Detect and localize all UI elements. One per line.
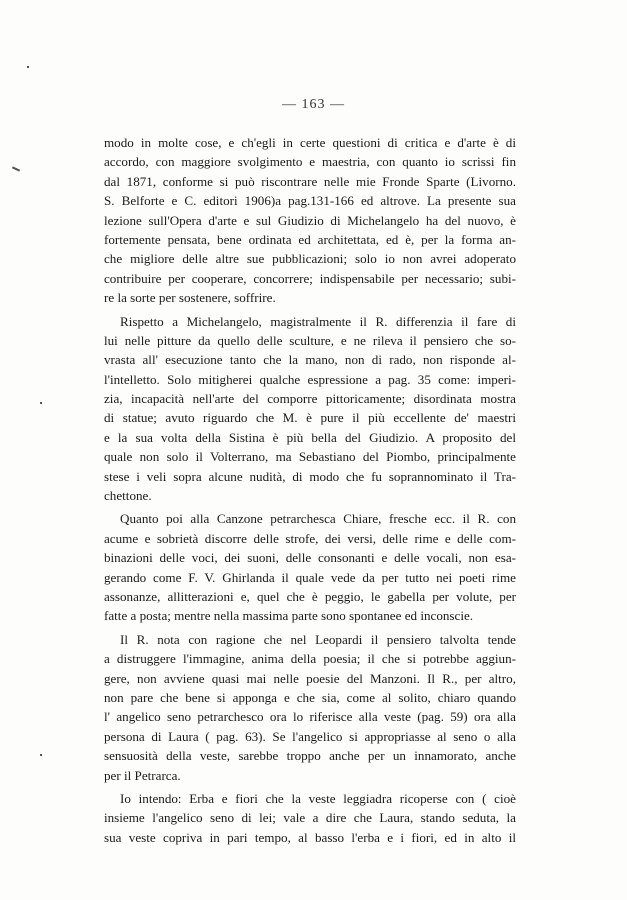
text-line: dal 1871, conforme si può riscontrare nelle mie Fronde Sparte (Livorno. bbox=[104, 173, 516, 189]
paragraph bbox=[104, 133, 516, 308]
text-line: re la sorte per sostenere, soffrire. bbox=[104, 290, 276, 306]
margin-mark bbox=[40, 402, 42, 404]
text-line: chettone. bbox=[104, 488, 152, 504]
text-line: fortemente pensata, bene ordinata ed architettata, ed è, per la forma an- bbox=[104, 231, 516, 247]
paragraph bbox=[104, 509, 516, 625]
text-line: l'intelletto. Solo mitigherei qualche espressione a pag. 35 come: imperi- bbox=[104, 371, 516, 387]
paragraph bbox=[104, 630, 516, 785]
margin-mark bbox=[27, 66, 29, 68]
text-line: a distruggere l'immagine, anima della poesia; il che si potrebbe aggiun- bbox=[104, 651, 516, 667]
text-line: fatte a posta; mentre nella massima parte sono spontanee ed inconscie. bbox=[104, 608, 474, 624]
body-text bbox=[104, 133, 516, 847]
text-line: contribuire per cooperare, concorrere; indispensabile per necessario; subi- bbox=[104, 270, 516, 286]
text-line: vrasta all' esecuzione tanto che la mano, non di rado, non risponde al- bbox=[104, 352, 516, 368]
text-line: Il R. nota con ragione che nel Leopardi il pensiero talvolta tende bbox=[120, 631, 516, 647]
text-line: Io intendo: Erba e fiori che la veste leggiadra ricoperse con ( cioè bbox=[120, 790, 516, 806]
text-line: insieme l'angelico seno di lei; vale a dire che Laura, stando seduta, la bbox=[104, 810, 516, 826]
text-line: binazioni delle voci, dei suoni, delle consonanti e delle vocali, non esa- bbox=[104, 550, 516, 566]
text-line: sua veste copriva in pari tempo, al basso l'erba e i fiori, ed in alto il bbox=[104, 829, 516, 845]
text-line: non pare che bene si apponga e che sia, come al solito, chiaro quando bbox=[104, 689, 516, 705]
text-line: Quanto poi alla Canzone petrarchesca Chiare, fresche ecc. il R. con bbox=[120, 511, 516, 527]
text-line: l' angelico seno petrarchesco ora lo riferisce alla veste (pag. 59) ora alla bbox=[104, 709, 516, 725]
text-line: lui nelle pitture da quello delle sculture, e ne rileva il pensiero che so- bbox=[104, 332, 516, 348]
text-line: gerando come F. V. Ghirlanda il quale vede da per tutto nei poeti rime bbox=[104, 569, 516, 585]
text-line: sensuosità della veste, sarebbe troppo anche per un innamorato, anche bbox=[104, 748, 516, 764]
text-line: Rispetto a Michelangelo, magistralmente il R. differenzia il fare di bbox=[120, 313, 516, 329]
text-line: stese i veli sopra alcune nudità, di modo che fu soprannominato il Tra- bbox=[104, 468, 516, 484]
margin-mark bbox=[40, 754, 42, 756]
text-line: acume e sobrietà discorre delle strofe, dei versi, delle rime e delle com- bbox=[104, 530, 516, 546]
paragraph bbox=[104, 312, 516, 506]
text-line: e la sua volta della Sistina è più bella del Giudizio. A proposito del bbox=[104, 429, 516, 445]
text-line: persona di Laura ( pag. 63). Se l'angelico si appropriasse al seno o alla bbox=[104, 728, 516, 744]
text-line: per il Petrarca. bbox=[104, 767, 181, 783]
text-line: zia, incapacità nell'arte del comporre pittoricamente; disordinata mostra bbox=[104, 391, 516, 407]
text-line: lezione sull'Opera d'arte e sul Giudizio di Michelangelo ha del nuovo, è bbox=[104, 212, 516, 228]
text-line: che migliore delle altre sue pubblicazioni; solo io non avrei adoperato bbox=[104, 251, 516, 267]
text-line: modo in molte cose, e ch'egli in certe questioni di critica e d'arte è di bbox=[104, 135, 516, 150]
text-line: gere, non avviene quasi mai nelle poesie del Manzoni. Il R., per altro, bbox=[104, 670, 516, 686]
text-line: di statue; avuto riguardo che M. è pure il più eccellente de' maestri bbox=[104, 410, 516, 426]
text-line: assonanze, allitterazioni e, quel che è peggio, le gabella per volute, per bbox=[104, 588, 516, 604]
text-line: accordo, con maggiore svolgimento e maestria, con quanto io scrissi fin bbox=[104, 154, 516, 170]
margin-mark bbox=[12, 166, 20, 171]
text-line: quale non solo il Volterrano, ma Sebastiano del Piombo, principalmente bbox=[104, 449, 516, 465]
page-number: — 163 — bbox=[282, 97, 345, 112]
paragraph bbox=[104, 789, 516, 847]
text-line: S. Belforte e C. editori 1906)a pag.131-166 ed altrove. La presente sua bbox=[104, 193, 516, 209]
